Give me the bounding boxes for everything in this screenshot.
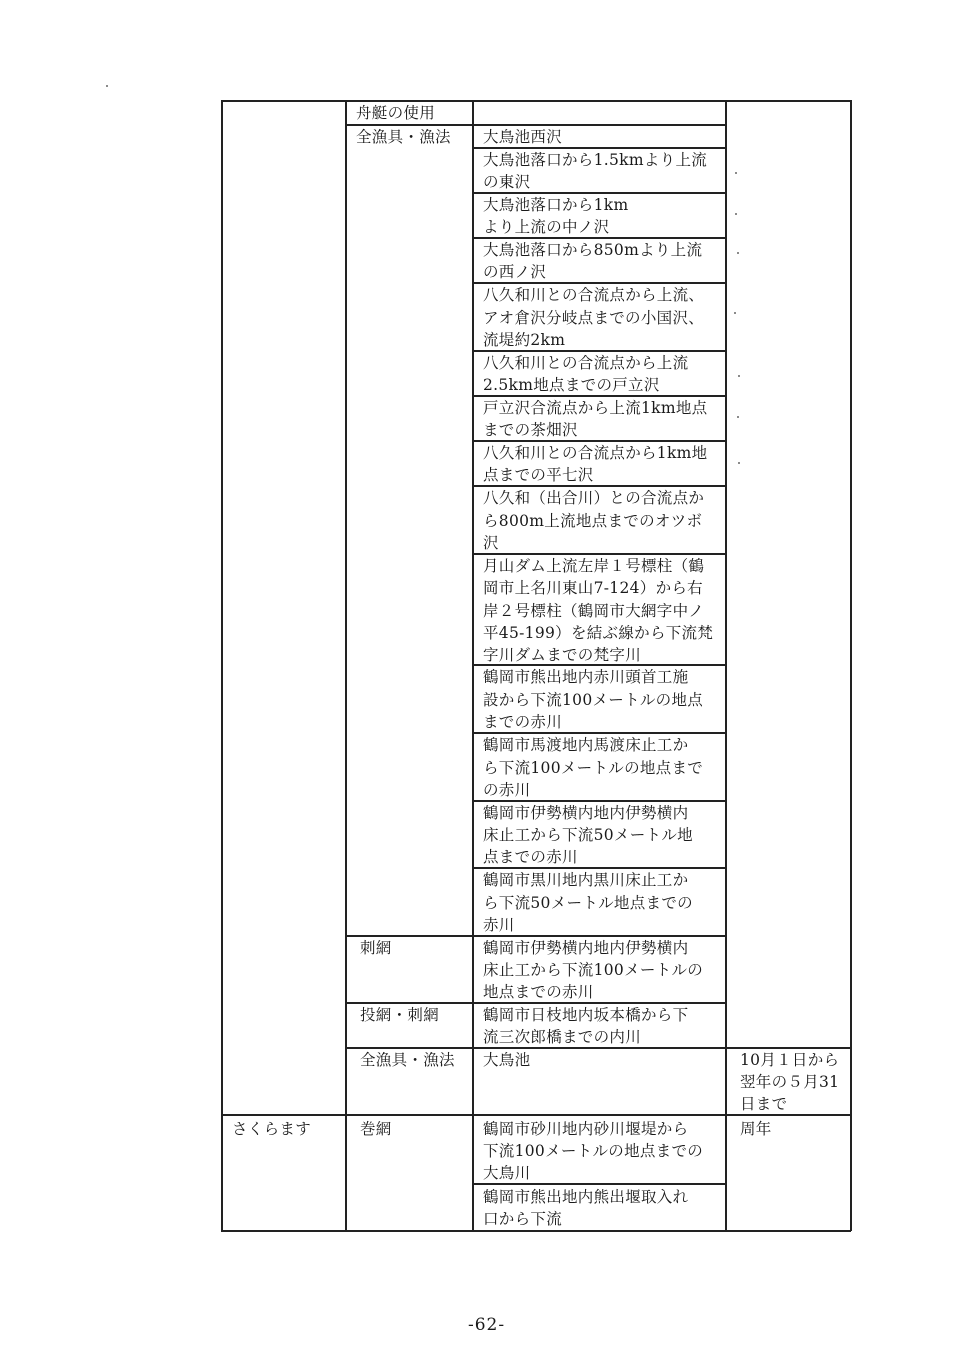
area-line: 鶴岡市伊勢横内地内伊勢横内 [483, 939, 689, 957]
area-line: 沢 [483, 534, 499, 552]
method-boat: 舟艇の使用 [356, 104, 436, 122]
area-line: 八久和川との合流点から上流 [483, 354, 689, 372]
area-line: までの赤川 [483, 713, 563, 731]
area-line: 大鳥池落口から1km [483, 196, 629, 214]
area-line: 大鳥池落口から1.5kmより上流 [483, 151, 708, 169]
period-oct-line: 日まで [740, 1095, 788, 1113]
area-line: 床止工から下流50メートル地 [483, 826, 693, 844]
area-line: 鶴岡市熊出地内赤川頭首工施 [483, 668, 689, 686]
period-year-round: 周年 [740, 1120, 772, 1138]
area-line: の西ノ沢 [483, 263, 547, 281]
area-line: 平45-199）を結ぶ線から下流梵 [483, 624, 714, 642]
scan-speck [734, 312, 736, 314]
area-line: 鶴岡市馬渡地内馬渡床止工か [483, 736, 689, 754]
table-border-right [850, 100, 852, 1231]
area-line: 大鳥池 [483, 1051, 531, 1069]
area-line: 月山ダム上流左岸１号標柱（鶴 [483, 557, 705, 575]
area-line: ら下流100メートルの地点まで [483, 759, 704, 777]
area-line: 八久和川との合流点から1km地 [483, 444, 708, 462]
method-gillnet: 刺網 [360, 939, 392, 957]
area-line: 戸立沢合流点から上流1km地点 [483, 399, 708, 417]
method-all-gear: 全漁具・漁法 [356, 128, 451, 146]
species-sakuramasu: さくらます [232, 1120, 312, 1138]
method-surround-net: 巻網 [360, 1120, 392, 1138]
area-line: 字川ダムまでの梵字川 [483, 646, 642, 664]
period-oct-line: 10月１日から [740, 1051, 840, 1069]
scan-speck [106, 85, 108, 87]
area-line: の赤川 [483, 781, 531, 799]
area-line: 設から下流100メートルの地点 [483, 691, 704, 709]
area-line: 鶴岡市伊勢横内地内伊勢横内 [483, 804, 689, 822]
area-line: 鶴岡市黒川地内黒川床止工か [483, 871, 689, 889]
page-number: -62- [468, 1315, 506, 1335]
area-line: より上流の中ノ沢 [483, 218, 610, 236]
area-line: 下流100メートルの地点までの [483, 1142, 704, 1160]
area-line: 床止工から下流100メートルの [483, 961, 704, 979]
area-line: 2.5km地点までの戸立沢 [483, 376, 660, 394]
area-line: 大鳥川 [483, 1164, 531, 1182]
col1-divider [345, 100, 347, 1231]
area-line: 大鳥池西沢 [483, 128, 563, 146]
area-line: 口から下流 [483, 1210, 563, 1228]
area-line: ら下流50メートル地点までの [483, 894, 693, 912]
area-line: 岡市上名川東山7-124）から右 [483, 579, 703, 597]
area-line: 岸２号標柱（鶴岡市大網字中ノ [483, 602, 705, 620]
method-cast-gill: 投網・刺網 [360, 1006, 440, 1024]
area-line: ら800m上流地点までのオツボ [483, 512, 703, 530]
table-border-top [221, 100, 851, 102]
col3-divider [725, 100, 727, 1231]
area-line: 点までの平七沢 [483, 466, 594, 484]
scan-speck [735, 172, 737, 174]
area-line: 八久和（出合川）との合流点か [483, 489, 705, 507]
area-line: 鶴岡市砂川地内砂川堰堤から [483, 1120, 689, 1138]
area-line: 流堤約2km [483, 331, 566, 349]
area-line: アオ倉沢分岐点までの小国沢、 [483, 309, 705, 327]
method-all-gear-2: 全漁具・漁法 [360, 1051, 455, 1069]
area-line: 赤川 [483, 916, 515, 934]
scan-speck [738, 375, 740, 377]
area-line: 流三次郎橋までの内川 [483, 1028, 642, 1046]
scan-speck [735, 213, 737, 215]
area-line: 八久和川との合流点から上流、 [483, 286, 705, 304]
area-line: 鶴岡市熊出地内熊出堰取入れ [483, 1188, 689, 1206]
scan-speck [737, 416, 739, 418]
period-oct-line: 翌年の５月31 [740, 1073, 840, 1091]
area-line: 鶴岡市日枝地内坂本橋から下 [483, 1006, 689, 1024]
area-line: 大鳥池落口から850mより上流 [483, 241, 703, 259]
area-line: 地点までの赤川 [483, 983, 594, 1001]
scan-speck [738, 462, 740, 464]
area-line: 点までの赤川 [483, 848, 578, 866]
area-line: までの茶畑沢 [483, 421, 578, 439]
table-border-left [221, 100, 223, 1231]
col2-divider [472, 100, 474, 1231]
scan-speck [737, 252, 739, 254]
area-line: の東沢 [483, 173, 531, 191]
